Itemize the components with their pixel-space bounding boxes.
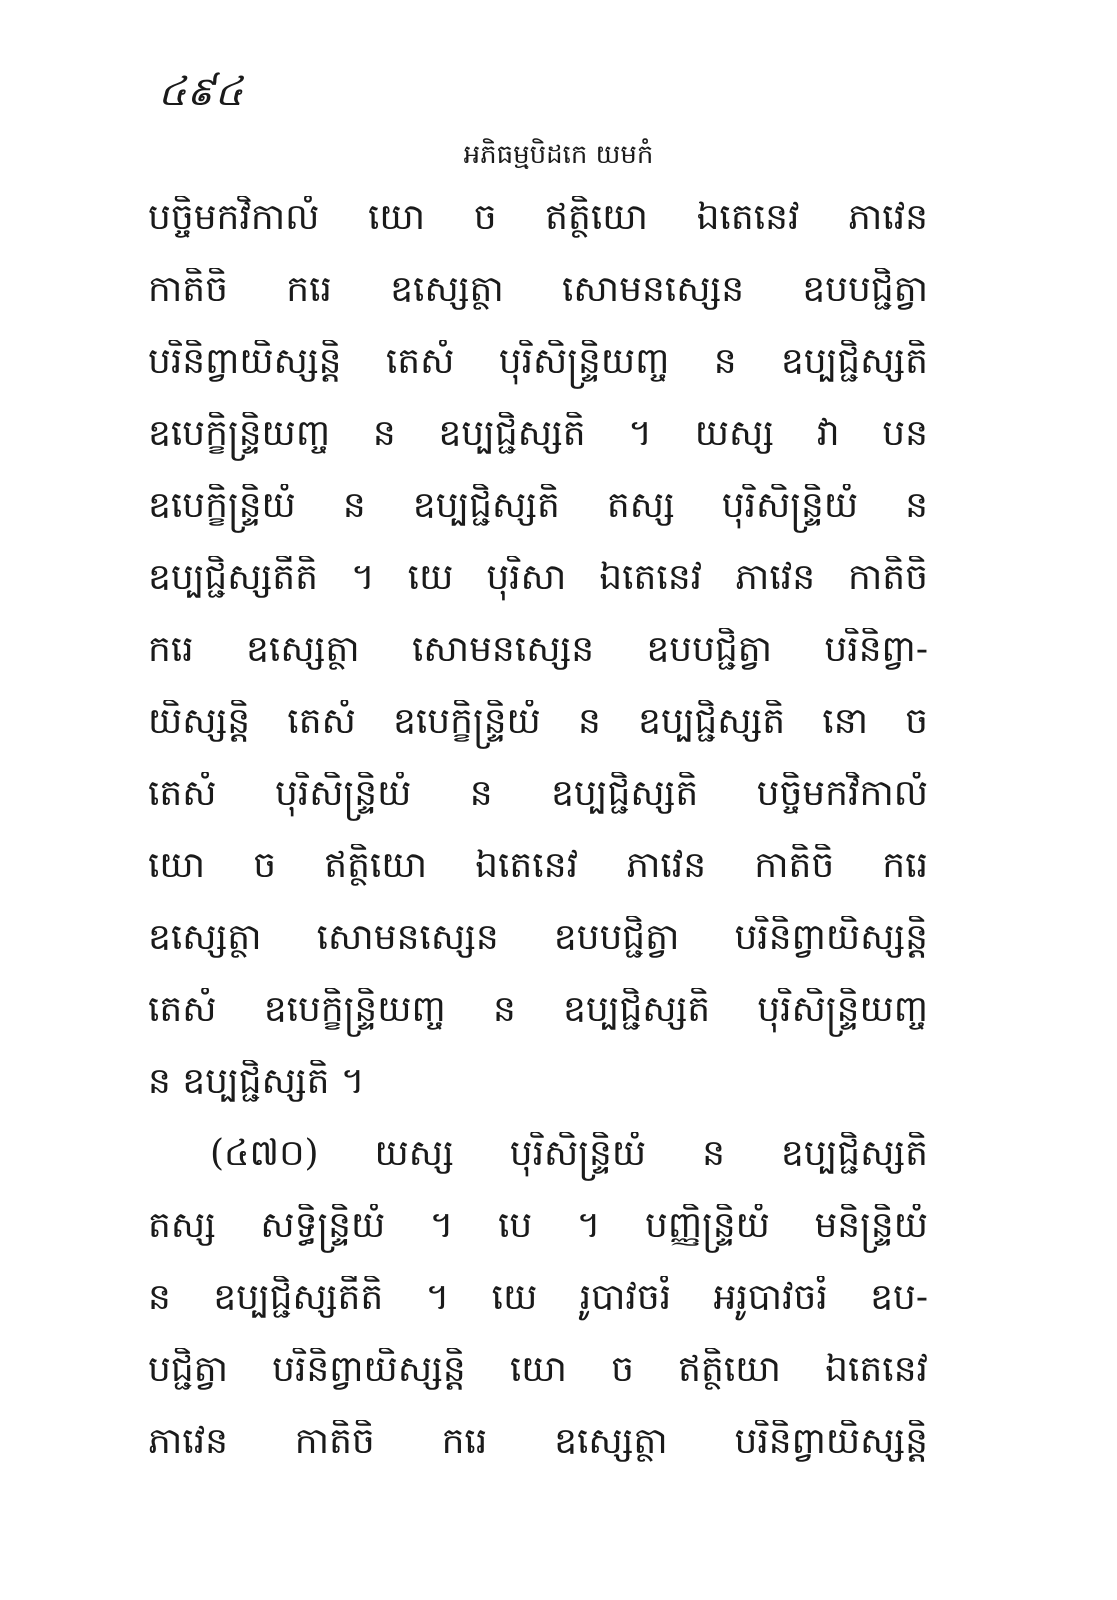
text-line: ឧបេក្ខិន្ទ្រិយញ្ច ន ឧប្បជ្ជិស្សតិ ។ យស្ស វា បន <box>148 413 928 454</box>
running-head: អភិធម្មបិដកេ យមកំ <box>463 140 654 170</box>
text-line: ន ឧប្បជ្ជិស្សតិ ។ <box>148 1061 365 1102</box>
text-line: ន ឧប្បជ្ជិស្សតីតិ ។ យេ រូបាវចរំ អរូបាវចរំ ឧប- <box>148 1277 928 1318</box>
text-line: បជ្ជិត្វា បរិនិព្វាយិស្សន្តិ យោ ច ឥត្ថិយោ ឯតេនេវ <box>148 1349 928 1390</box>
text-line: កាតិចិ ករេ ឧសេ្សត្ថា សោមនសេ្សន ឧបបជ្ជិត្វា <box>148 269 928 310</box>
text-line: តេសំ ឧបេក្ខិន្ទ្រិយញ្ច ន ឧប្បជ្ជិស្សតិ បុរិសិន្ទ្រិយញ្ច <box>148 989 928 1030</box>
page-number: ៤៩៤ <box>158 69 243 115</box>
text-line: យិស្សន្តិ តេសំ ឧបេក្ខិន្ទ្រិយំ ន ឧប្បជ្ជិស្សតិ នោ ច <box>148 701 928 742</box>
text-line: តស្ស សទ្ធិន្ទ្រិយំ ។ បេ ។ បញ្ញិន្ទ្រិយំ មនិន្ទ្រិយំ <box>148 1205 928 1246</box>
text-line: បរិនិព្វាយិស្សន្តិ តេសំ បុរិសិន្ទ្រិយញ្ច ន ឧប្បជ្ជិស្សតិ <box>148 341 928 382</box>
body-text <box>148 196 928 1492</box>
text-line: យោ ច ឥត្ថិយោ ឯតេនេវ ភាវេន កាតិចិ ករេ <box>148 845 928 886</box>
text-line: ភាវេន កាតិចិ ករេ ឧសេ្សត្ថា បរិនិព្វាយិស្សន្តិ <box>148 1421 928 1462</box>
text-line: បច្ចិមកវិកាលំ យោ ច ឥត្ថិយោ ឯតេនេវ ភាវេន <box>148 197 928 238</box>
text-line: ឧបេក្ខិន្ទ្រិយំ ន ឧប្បជ្ជិស្សតិ តស្ស បុរិសិន្ទ្រិយំ ន <box>148 485 928 526</box>
text-line: តេសំ បុរិសិន្ទ្រិយំ ន ឧប្បជ្ជិស្សតិ បច្ចិមកវិកាលំ <box>148 773 928 814</box>
text-line: (៤៧០) យស្ស បុរិសិន្ទ្រិយំ ន ឧប្បជ្ជិស្សតិ <box>210 1133 928 1174</box>
text-line: ឧប្បជ្ជិស្សតីតិ ។ យេ បុរិសា ឯតេនេវ ភាវេន កាតិចិ <box>148 557 928 598</box>
text-line: ឧសេ្សត្ថា សោមនសេ្សន ឧបបជ្ជិត្វា បរិនិព្វាយិស្សន្តិ <box>148 917 928 958</box>
text-line: ករេ ឧសេ្សត្ថា សោមនសេ្សន ឧបបជ្ជិត្វា បរិនិព្វា- <box>148 629 928 670</box>
